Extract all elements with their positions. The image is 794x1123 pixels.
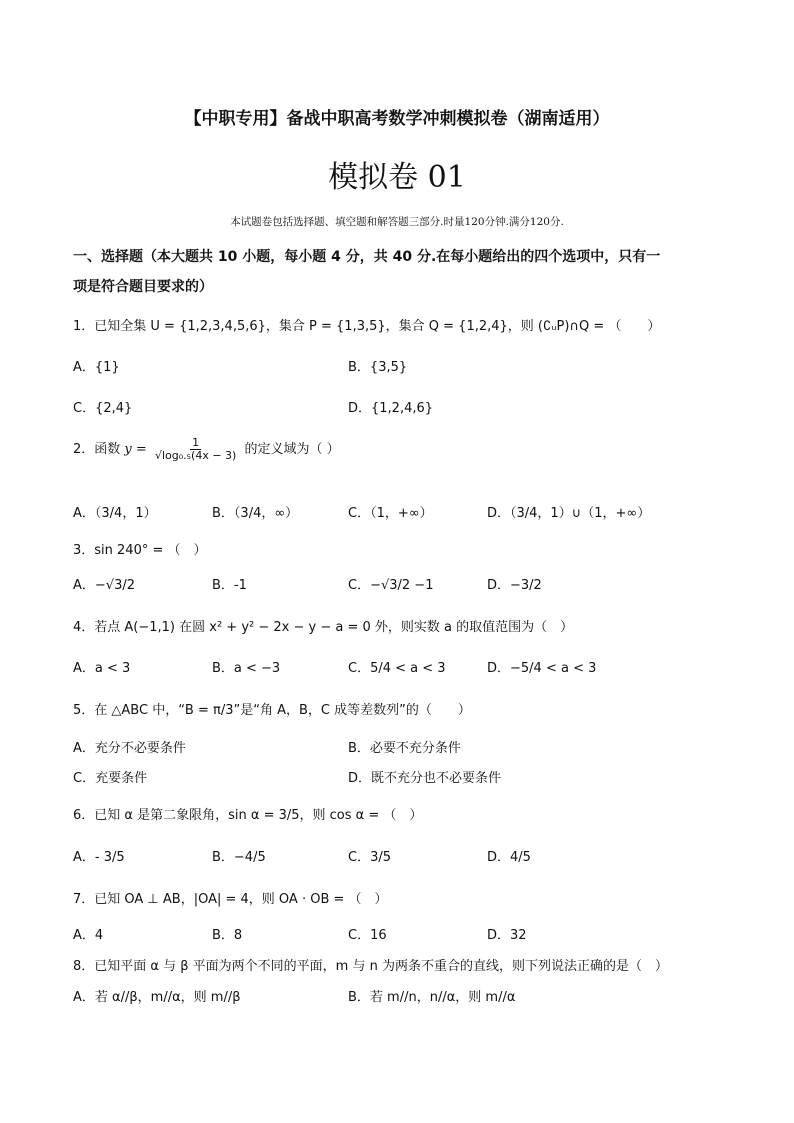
question-6-option-c: C．3/5: [348, 850, 391, 865]
question-4-option-a: A．a < 3: [73, 661, 131, 676]
question-2-denominator: √log₀.₅(4x − 3): [154, 449, 237, 462]
question-2-stem-pre: 2．函数: [73, 442, 121, 457]
question-3-stem: 3．sin 240° = （ ）: [73, 543, 207, 558]
question-2-option-a: A．（3/4，1）: [73, 506, 157, 521]
question-2-stem: [73, 437, 340, 462]
question-2-option-d: D．（3/4，1）∪（1，+∞）: [487, 506, 651, 521]
question-8-stem: 8．已知平面 α 与 β 平面为两个不同的平面，m 与 n 为两条不重合的直线，则下列说法正确的是（ ）: [73, 959, 668, 974]
question-2-function-y: y =: [124, 442, 147, 457]
question-1-stem: 1．已知全集 U = {1,2,3,4,5,6}，集合 P = {1,3,5}，集合 Q = {1,2,4}，则 (∁ᵤP)∩Q = （ ）: [73, 319, 661, 334]
question-1-option-c: C．{2,4}: [73, 401, 133, 416]
question-5-option-a: A．充分不必要条件: [73, 741, 186, 756]
question-4-option-b: B．a < −3: [212, 661, 281, 676]
question-6-option-b: B．−4/5: [212, 850, 266, 865]
question-1-option-d: D．{1,2,4,6}: [348, 401, 434, 416]
paper-title: 模拟卷 01: [328, 160, 466, 195]
exam-header: 【中职专用】备战中职高考数学冲刺模拟卷（湖南适用）: [184, 109, 610, 129]
question-3-option-a: A．−√3/2: [73, 578, 135, 593]
section-heading-line2: 项是符合题目要求的）: [73, 279, 213, 295]
question-6-option-a: A．- 3/5: [73, 850, 125, 865]
question-4-option-c: C．5/4 < a < 3: [348, 661, 446, 676]
question-6-option-d: D．4/5: [487, 850, 531, 865]
question-7-option-c: C．16: [348, 928, 387, 943]
question-1-option-b: B．{3,5}: [348, 360, 408, 375]
question-7-stem: 7．已知 OA ⊥ AB，|OA| = 4，则 OA · OB = （ ）: [73, 892, 388, 907]
exam-note: 本试题卷包括选择题、填空题和解答题三部分.时量120分钟.满分120分.: [230, 216, 564, 228]
question-5-option-b: B．必要不充分条件: [348, 741, 461, 756]
question-2-fraction: [153, 437, 238, 462]
question-3-option-d: D．−3/2: [487, 578, 542, 593]
question-2-stem-post: 的定义域为（ ）: [244, 442, 340, 457]
question-7-option-a: A．4: [73, 928, 104, 943]
section-heading-line1: 一、选择题（本大题共 10 小题，每小题 4 分，共 40 分.在每小题给出的四个选项中，只有一: [73, 249, 661, 265]
question-2-option-c: C．（1，+∞）: [348, 506, 433, 521]
question-8-option-a: A．若 α//β，m//α，则 m//β: [73, 990, 241, 1005]
question-8-option-b: B．若 m//n，n//α，则 m//α: [348, 990, 516, 1005]
question-4-stem: 4．若点 A(−1,1) 在圆 x² + y² − 2x − y − a = 0 外，则实数 a 的取值范围为（ ）: [73, 620, 574, 635]
question-7-option-d: D．32: [487, 928, 527, 943]
question-3-option-b: B．-1: [212, 578, 247, 593]
question-5-option-d: D．既不充分也不必要条件: [348, 771, 502, 786]
question-2-numerator: 1: [192, 436, 200, 449]
question-3-option-c: C．−√3/2 −1: [348, 578, 434, 593]
question-5-stem: 5．在 △ABC 中，“B = π/3”是“角 A，B，C 成等差数列”的（ ）: [73, 703, 471, 718]
question-7-option-b: B．8: [212, 928, 243, 943]
question-4-option-d: D．−5/4 < a < 3: [487, 661, 597, 676]
question-5-option-c: C．充要条件: [73, 771, 148, 786]
question-6-stem: 6．已知 α 是第二象限角，sin α = 3/5，则 cos α = （ ）: [73, 808, 423, 823]
question-2-option-b: B．（3/4，∞）: [212, 506, 299, 521]
question-1-option-a: A．{1}: [73, 360, 120, 375]
